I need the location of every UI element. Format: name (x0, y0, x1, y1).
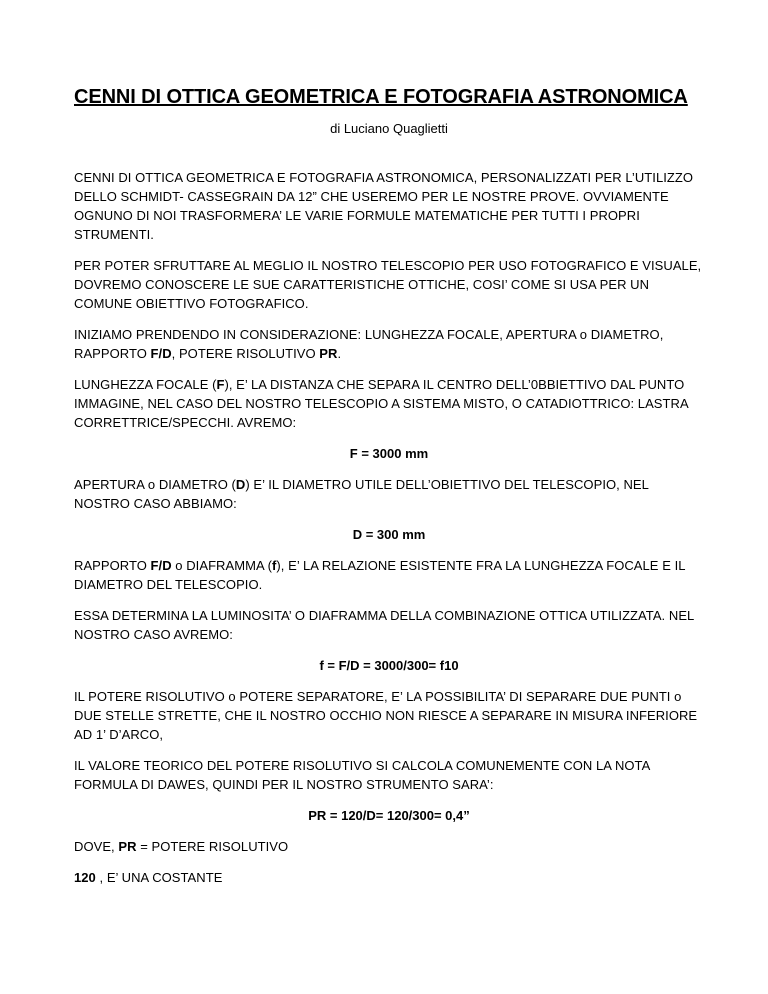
bold-run: PR (319, 346, 338, 361)
text-run: ), E’ LA RELAZIONE ESISTENTE FRA LA LUNGHEZZA FOCALE E IL DIAMETRO DEL TELESCOPIO. (74, 558, 686, 592)
paragraph-purpose: PER POTER SFRUTTARE AL MEGLIO IL NOSTRO TELESCOPIO PER USO FOTOGRAFICO E VISUALE, DOVREMO CONOSCERE LE SUE CARATTERISTICHE OTTICHE, COSI’ COME SI USA PER UN COMUNE OBIETTIVO FOTOGRAFICO. (74, 258, 702, 311)
bold-run: F/D (150, 558, 172, 573)
bold-run: D (235, 477, 246, 492)
text-run: RAPPORTO (74, 558, 151, 573)
text-run: ) E’ IL DIAMETRO UTILE DELL’OBIETTIVO DEL TELESCOPIO, NEL NOSTRO CASO ABBIAMO: (74, 477, 649, 511)
text-run: , E’ UNA COSTANTE (95, 870, 223, 885)
paragraph-where (74, 837, 704, 856)
text-run: . (337, 346, 342, 361)
bold-run: PR (118, 839, 137, 854)
text-run: o DIAFRAMMA ( (171, 558, 273, 573)
paragraph-intro: CENNI DI OTTICA GEOMETRICA E FOTOGRAFIA ASTRONOMICA, PERSONALIZZATI PER L’UTILIZZO DELLO SCHMIDT- CASSEGRAIN DA 12” CHE USEREMO PER LE NOSTRE PROVE. OVVIAMENTE OGNUNO DI NOI TRASFORMERA’ LE VARIE FORMULE MATEMATICHE PER TUTTI I PROPRI STRUMENTI. (74, 170, 694, 242)
formula-focal-length: F = 3000 mm (349, 446, 429, 461)
author-line: di Luciano Quaglietti (330, 121, 448, 136)
formula-diameter: D = 300 mm (352, 527, 426, 542)
text-run: ), E’ LA DISTANZA CHE SEPARA IL CENTRO DELL’0BBIETTIVO DAL PUNTO IMMAGINE, NEL CASO DEL NOSTRO TELESCOPIO A SISTEMA MISTO, O CATADIOTTRICO: LASTRA CORRETTRICE/SPECCHI. AVREMO: (74, 377, 688, 430)
paragraph-focal-length (74, 375, 704, 432)
paragraph-luminosity: ESSA DETERMINA LA LUMINOSITA’ O DIAFRAMMA DELLA COMBINAZIONE OTTICA UTILIZZATA. NEL NOSTRO CASO AVREMO: (74, 608, 694, 642)
bold-run: F/D (150, 346, 172, 361)
bold-run: F (216, 377, 225, 392)
bold-run: f (272, 558, 277, 573)
formula-focal-ratio: f = F/D = 3000/300= f10 (319, 658, 459, 673)
spacer (74, 138, 704, 168)
paragraph-dawes: IL VALORE TEORICO DEL POTERE RISOLUTIVO SI CALCOLA COMUNEMENTE CON LA NOTA FORMULA DI DAWES, QUINDI PER IL NOSTRO STRUMENTO SARA’: (74, 758, 650, 792)
text-run: INIZIAMO PRENDENDO IN CONSIDERAZIONE: LUNGHEZZA FOCALE, APERTURA o DIAMETRO, RAPPORTO (74, 327, 664, 361)
document-page (74, 84, 704, 899)
paragraph-aperture (74, 475, 704, 513)
document-title: CENNI DI OTTICA GEOMETRICA E FOTOGRAFIA ASTRONOMICA (74, 86, 688, 108)
text-run: = POTERE RISOLUTIVO (136, 839, 289, 854)
text-run: LUNGHEZZA FOCALE ( (74, 377, 217, 392)
text-run: , POTERE RISOLUTIVO (171, 346, 320, 361)
text-run: APERTURA o DIAMETRO ( (74, 477, 236, 492)
bold-run: 120 (74, 870, 96, 885)
paragraph-constant (74, 868, 704, 887)
paragraph-consider (74, 325, 704, 363)
formula-resolving-power: PR = 120/D= 120/300= 0,4” (308, 808, 470, 823)
text-run: DOVE, (74, 839, 119, 854)
paragraph-ratio (74, 556, 704, 594)
paragraph-resolving-power: IL POTERE RISOLUTIVO o POTERE SEPARATORE, E’ LA POSSIBILITA’ DI SEPARARE DUE PUNTI o DUE STELLE STRETTE, CHE IL NOSTRO OCCHIO NON RIESCE A SEPARARE IN MISURA INFERIORE AD 1’ D’ARCO, (74, 689, 698, 742)
